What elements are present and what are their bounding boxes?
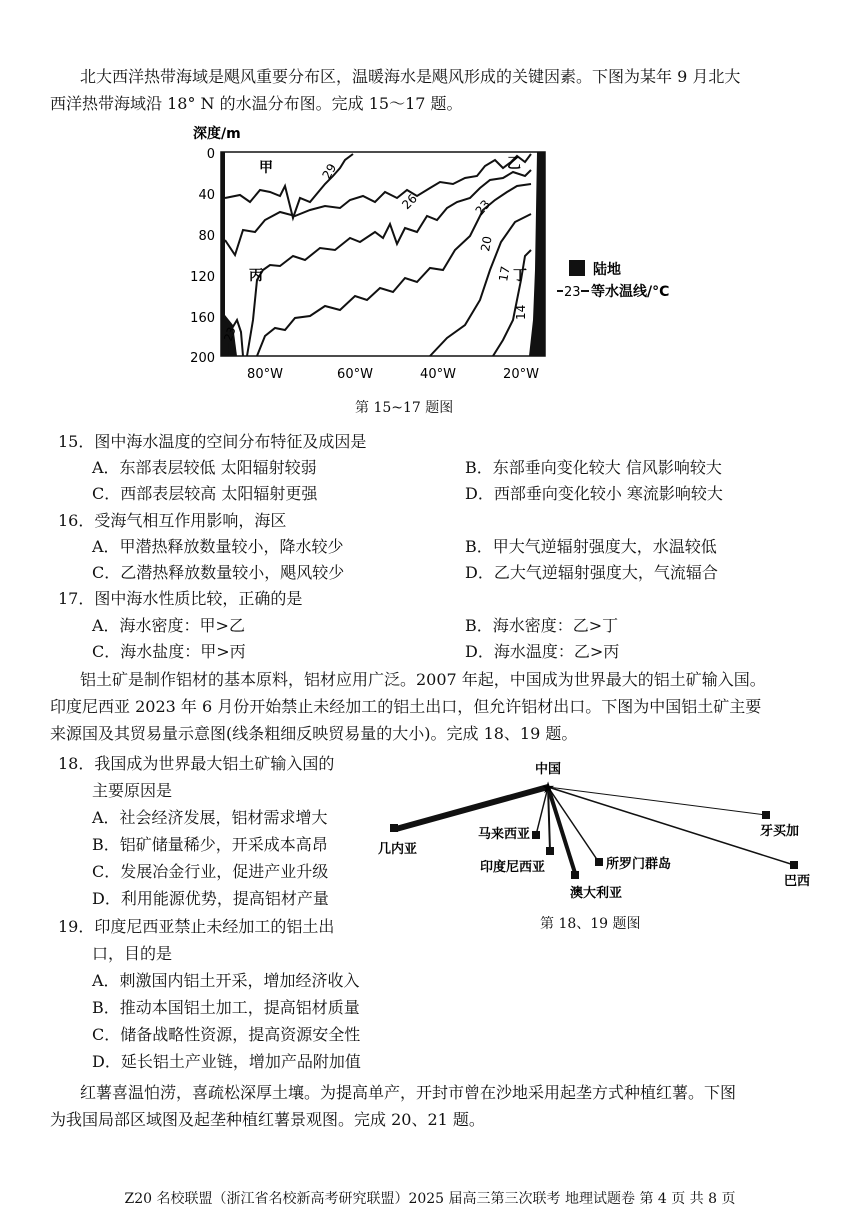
q16-stem: 16．受海气相互作用影响，海区 xyxy=(58,511,287,530)
x-tick: 40°W xyxy=(420,367,456,382)
q16-option-c[interactable]: C．乙潜热释放数量较小，飓风较少 xyxy=(92,563,345,582)
figure1-y-label: 深度/m xyxy=(193,126,241,142)
legend-isotherm-sample: 23 xyxy=(564,285,581,300)
figure2-caption: 第 18、19 题图 xyxy=(540,916,641,932)
trade-line-brazil xyxy=(548,787,794,865)
q16-option-a[interactable]: A．甲潜热释放数量较小，降水较少 xyxy=(92,537,344,556)
legend-land-swatch xyxy=(569,260,585,276)
q16-option-b[interactable]: B．甲大气逆辐射强度大，水温较低 xyxy=(465,537,717,556)
q19-stem-line2: 口，目的是 xyxy=(92,944,173,963)
isotherm-29 xyxy=(225,154,353,218)
figure1-caption: 第 15~17 题图 xyxy=(355,400,454,416)
china-star-icon: ★ xyxy=(540,778,556,797)
region-jia: 甲 xyxy=(259,160,273,176)
isotherm-label: 14 xyxy=(514,304,528,320)
q19-option-b[interactable]: B．推动本国铝土加工，提高铝材质量 xyxy=(92,998,360,1017)
page-footer: Z20 名校联盟（浙江省名校新高考研究联盟）2025 届高三第三次联考 地理试题卷 第 4 页 共 8 页 xyxy=(124,1191,736,1207)
q19-option-a[interactable]: A．刺激国内铝土开采，增加经济收入 xyxy=(92,971,360,990)
label-brazil: 巴西 xyxy=(784,874,811,889)
legend-land-label: 陆地 xyxy=(593,262,621,278)
x-tick: 60°W xyxy=(337,367,373,382)
y-tick: 80 xyxy=(198,229,215,244)
intro2-line2: 印度尼西亚 2023 年 6 月份开始禁止未经加工的铝土出口，但允许铝材出口。下图为中国铝土矿主要 xyxy=(50,697,762,716)
isotherm-label: 23 xyxy=(221,325,239,344)
intro1-line1: 北大西洋热带海域是飓风重要分布区，温暖海水是飓风形成的关键因素。下图为某年 9 月北大 xyxy=(80,67,741,86)
q18-stem-line1: 18．我国成为世界最大铝土矿输入国的 xyxy=(58,754,335,773)
q15-option-c[interactable]: C．西部表层较高 太阳辐射更强 xyxy=(92,484,318,503)
intro2-line1: 铝土矿是制作铝材的基本原料，铝材应用广泛。2007 年起，中国成为世界最大的铝土矿输入国。 xyxy=(80,670,766,689)
trade-line-guinea xyxy=(396,787,548,829)
legend-isotherm-label: 等水温线/°C xyxy=(591,284,670,300)
label-australia: 澳大利亚 xyxy=(570,886,623,901)
trade-line-solomon xyxy=(548,787,598,861)
q18-option-c[interactable]: C．发展冶金行业，促进产业升级 xyxy=(92,862,329,881)
y-tick: 160 xyxy=(190,311,215,326)
label-guinea: 几内亚 xyxy=(378,842,418,857)
label-solomon: 所罗门群岛 xyxy=(606,857,672,872)
land-right xyxy=(529,152,545,356)
q17-option-d[interactable]: D．海水温度：乙>丙 xyxy=(465,642,620,661)
trade-line-australia xyxy=(548,787,575,873)
q15-option-a[interactable]: A．东部表层较低 太阳辐射较弱 xyxy=(92,458,317,477)
q18-option-b[interactable]: B．铝矿储量稀少，开采成本高昂 xyxy=(92,835,328,854)
q15-stem: 15．图中海水温度的空间分布特征及成因是 xyxy=(58,432,367,451)
q17-stem: 17．图中海水性质比较，正确的是 xyxy=(58,589,303,608)
q16-option-d[interactable]: D．乙大气逆辐射强度大，气流辐合 xyxy=(465,563,718,582)
region-yi: 乙 xyxy=(507,156,521,172)
ocean-temperature-figure xyxy=(185,120,705,405)
marker-jamaica xyxy=(762,811,770,819)
q15-option-d[interactable]: D．西部垂向变化较小 寒流影响较大 xyxy=(465,484,723,503)
isotherm-label: 26 xyxy=(399,191,420,213)
q18-option-a[interactable]: A．社会经济发展，铝材需求增大 xyxy=(92,808,328,827)
marker-guinea xyxy=(390,824,398,832)
marker-brazil xyxy=(790,861,798,869)
q17-option-a[interactable]: A．海水密度：甲>乙 xyxy=(92,616,245,635)
q18-stem-line2: 主要原因是 xyxy=(92,781,173,800)
isotherm-label: 17 xyxy=(496,265,513,283)
q17-option-c[interactable]: C．海水盐度：甲>丙 xyxy=(92,642,246,661)
bauxite-trade-figure xyxy=(370,755,820,905)
q19-option-d[interactable]: D．延长铝土产业链，增加产品附加值 xyxy=(92,1052,361,1071)
intro3-line1: 红薯喜温怕涝，喜疏松深厚土壤。为提高单产，开封市曾在沙地采用起垄方式种植红薯。下图 xyxy=(80,1083,737,1102)
y-tick: 200 xyxy=(190,351,215,366)
q19-option-c[interactable]: C．储备战略性资源，提高资源安全性 xyxy=(92,1025,361,1044)
intro3-line2: 为我国局部区域图及起垄种植红薯景观图。完成 20、21 题。 xyxy=(50,1110,485,1129)
label-indonesia: 印度尼西亚 xyxy=(480,860,546,875)
trade-line-jamaica xyxy=(548,787,766,815)
q19-stem-line1: 19．印度尼西亚禁止未经加工的铝土出 xyxy=(58,917,335,936)
q18-option-d[interactable]: D．利用能源优势，提高铝材产量 xyxy=(92,889,329,908)
q15-option-b[interactable]: B．东部垂向变化较大 信风影响较大 xyxy=(465,458,722,477)
q17-option-b[interactable]: B．海水密度：乙>丁 xyxy=(465,616,619,635)
region-bing: 丙 xyxy=(249,268,263,284)
marker-indonesia xyxy=(546,847,554,855)
marker-australia xyxy=(571,871,579,879)
isotherm-label: 29 xyxy=(319,161,340,182)
intro1-line2: 西洋热带海域沿 18° N 的水温分布图。完成 15～17 题。 xyxy=(50,94,463,113)
isotherm-label: 23 xyxy=(472,197,494,218)
marker-malaysia xyxy=(532,831,540,839)
isotherm-label: 20 xyxy=(478,235,495,253)
y-tick: 0 xyxy=(206,147,215,162)
china-label: 中国 xyxy=(534,762,562,777)
x-tick: 80°W xyxy=(247,367,283,382)
intro2-line3: 来源国及其贸易量示意图(线条粗细反映贸易量的大小)。完成 18、19 题。 xyxy=(50,724,578,743)
label-malaysia: 马来西亚 xyxy=(478,827,531,842)
isotherm-23 xyxy=(247,170,531,356)
marker-solomon xyxy=(595,858,603,866)
y-tick: 40 xyxy=(198,188,215,203)
x-tick: 20°W xyxy=(503,367,539,382)
region-ding: 丁 xyxy=(513,268,527,284)
label-jamaica: 牙买加 xyxy=(760,824,800,839)
y-tick: 120 xyxy=(190,270,215,285)
